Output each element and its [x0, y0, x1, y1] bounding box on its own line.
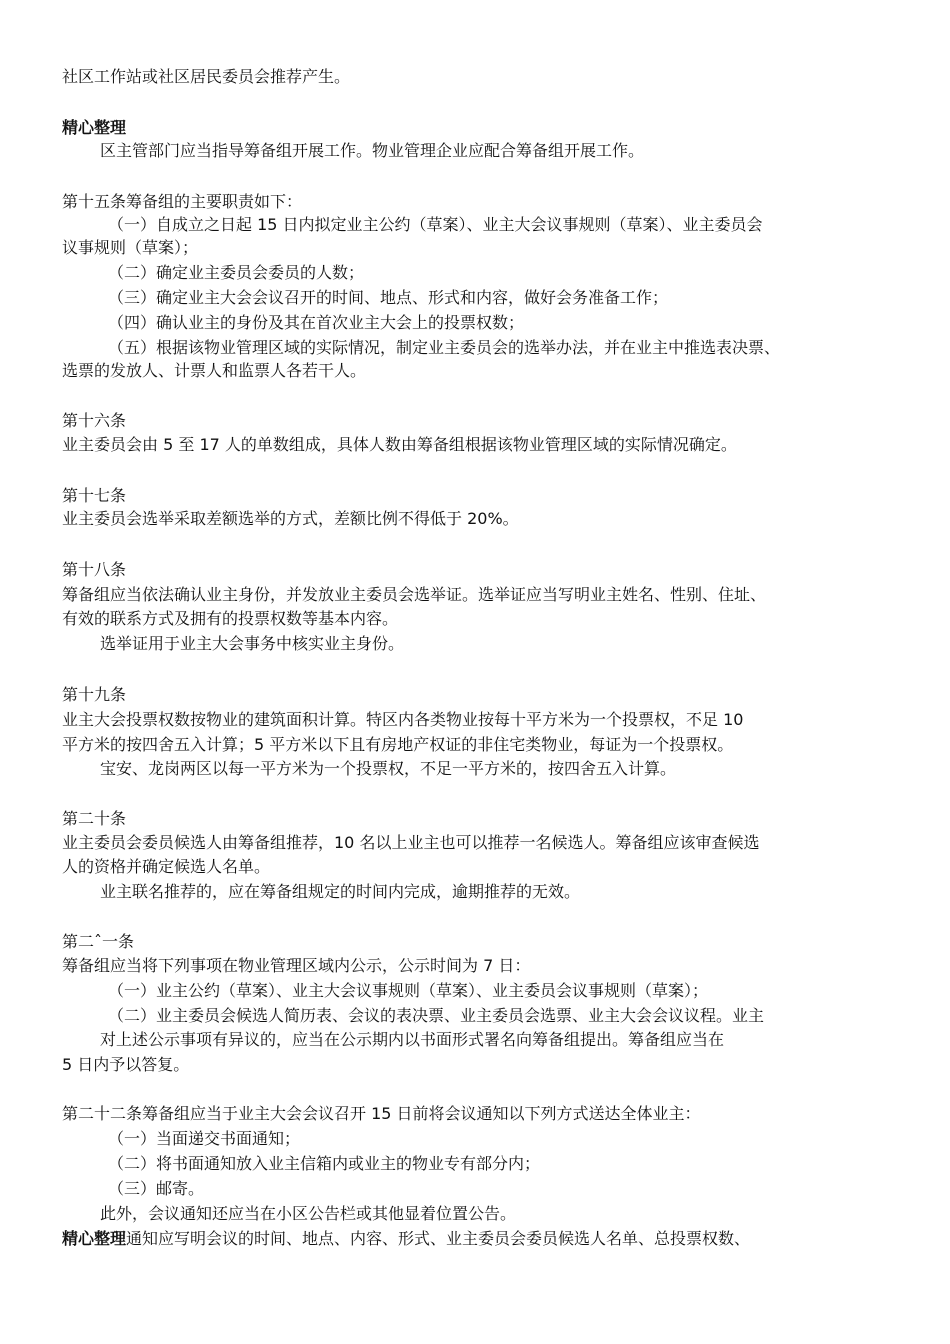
watermark-inline: 精心整理: [62, 1229, 127, 1248]
article-heading: 第二ˆ一条: [62, 932, 135, 951]
text-line: 此外，会议通知还应当在小区公告栏或其他显着位置公告。: [100, 1204, 517, 1223]
text-line: 业主委员会由 5 至 17 人的单数组成，具体人数由筹备组根据该物业管理区域的实际情况确定。: [62, 435, 737, 454]
text-line: 筹备组应当依法确认业主身份，并发放业主委员会选举证。选举证应当写明业主姓名、性别、住址、: [62, 585, 767, 604]
article-heading: 第二十条: [62, 809, 127, 828]
text-line: 选票的发放人、计票人和监票人各若干人。: [62, 361, 367, 380]
text-line: 筹备组应当将下列事项在物业管理区域内公示，公示时间为 7 日：: [62, 956, 531, 975]
text-line: 业主委员会委员候选人由筹备组推荐，10 名以上业主也可以推荐一名候选人。筹备组应该审查候选: [62, 833, 760, 852]
text-line: 业主委员会选举采取差额选举的方式，差额比例不得低于 20%。: [62, 509, 519, 528]
article-heading: 第十九条: [62, 685, 127, 704]
text-line-with-watermark: [62, 1228, 910, 1250]
text-line: 人的资格并确定候选人名单。: [62, 857, 271, 876]
text-line: 平方米的按四舍五入计算；5 平方米以下且有房地产权证的非住宅类物业，每证为一个投票权。: [62, 735, 734, 754]
list-item: （二）将书面通知放入业主信箱内或业主的物业专有部分内；: [108, 1154, 541, 1173]
article-heading: 第十八条: [62, 560, 127, 579]
text-line: 业主联名推荐的，应在筹备组规定的时间内完成，逾期推荐的无效。: [100, 882, 581, 901]
text-line: 宝安、龙岗两区以每一平方米为一个投票权，不足一平方米的，按四舍五入计算。: [100, 759, 677, 778]
article-heading: 第二十二条筹备组应当于业主大会会议召开 15 日前将会议通知以下列方式送达全体业主：: [62, 1104, 701, 1123]
list-item: （一）当面递交书面通知；: [108, 1129, 301, 1148]
list-item: （三）确定业主大会会议召开的时间、地点、形式和内容，做好会务准备工作；: [108, 288, 669, 307]
text-line: 通知应写明会议的时间、地点、内容、形式、业主委员会委员候选人名单、总投票权数、: [126, 1229, 751, 1248]
article-heading: 第十五条筹备组的主要职责如下：: [62, 192, 303, 211]
text-line: 议事规则（草案）；: [62, 238, 199, 257]
text-line: 业主大会投票权数按物业的建筑面积计算。特区内各类物业按每十平方米为一个投票权，不足 10: [62, 710, 744, 729]
list-item: （二）业主委员会候选人简历表、会议的表决票、业主委员会选票、业主大会会议议程。业主: [108, 1006, 765, 1025]
list-item: （四）确认业主的身份及其在首次业主大会上的投票权数；: [108, 313, 525, 332]
list-item: （三）邮寄。: [108, 1179, 205, 1198]
list-item: （一）业主公约（草案）、业主大会议事规则（草案）、业主委员会议事规则（草案）；: [108, 981, 709, 1000]
text-line: 有效的联系方式及拥有的投票权数等基本内容。: [62, 609, 399, 628]
list-item: （五）根据该物业管理区域的实际情况，制定业主委员会的选举办法，并在业主中推选表决票、: [108, 338, 781, 357]
watermark-heading: 精心整理: [62, 118, 127, 137]
text-line: 5 日内予以答复。: [62, 1055, 190, 1074]
article-heading: 第十七条: [62, 486, 127, 505]
list-item: （二）确定业主委员会委员的人数；: [108, 263, 365, 282]
text-line: 社区工作站或社区居民委员会推荐产生。: [62, 67, 351, 86]
list-item: （一）自成立之日起 15 日内拟定业主公约（草案）、业主大会议事规则（草案）、业主委员会: [108, 215, 763, 234]
text-line: 对上述公示事项有异议的，应当在公示期内以书面形式署名向筹备组提出。筹备组应当在: [100, 1030, 725, 1049]
article-heading: 第十六条: [62, 411, 127, 430]
text-line: 区主管部门应当指导筹备组开展工作。物业管理企业应配合筹备组开展工作。: [100, 141, 645, 160]
text-line: 选举证用于业主大会事务中核实业主身份。: [100, 634, 405, 653]
